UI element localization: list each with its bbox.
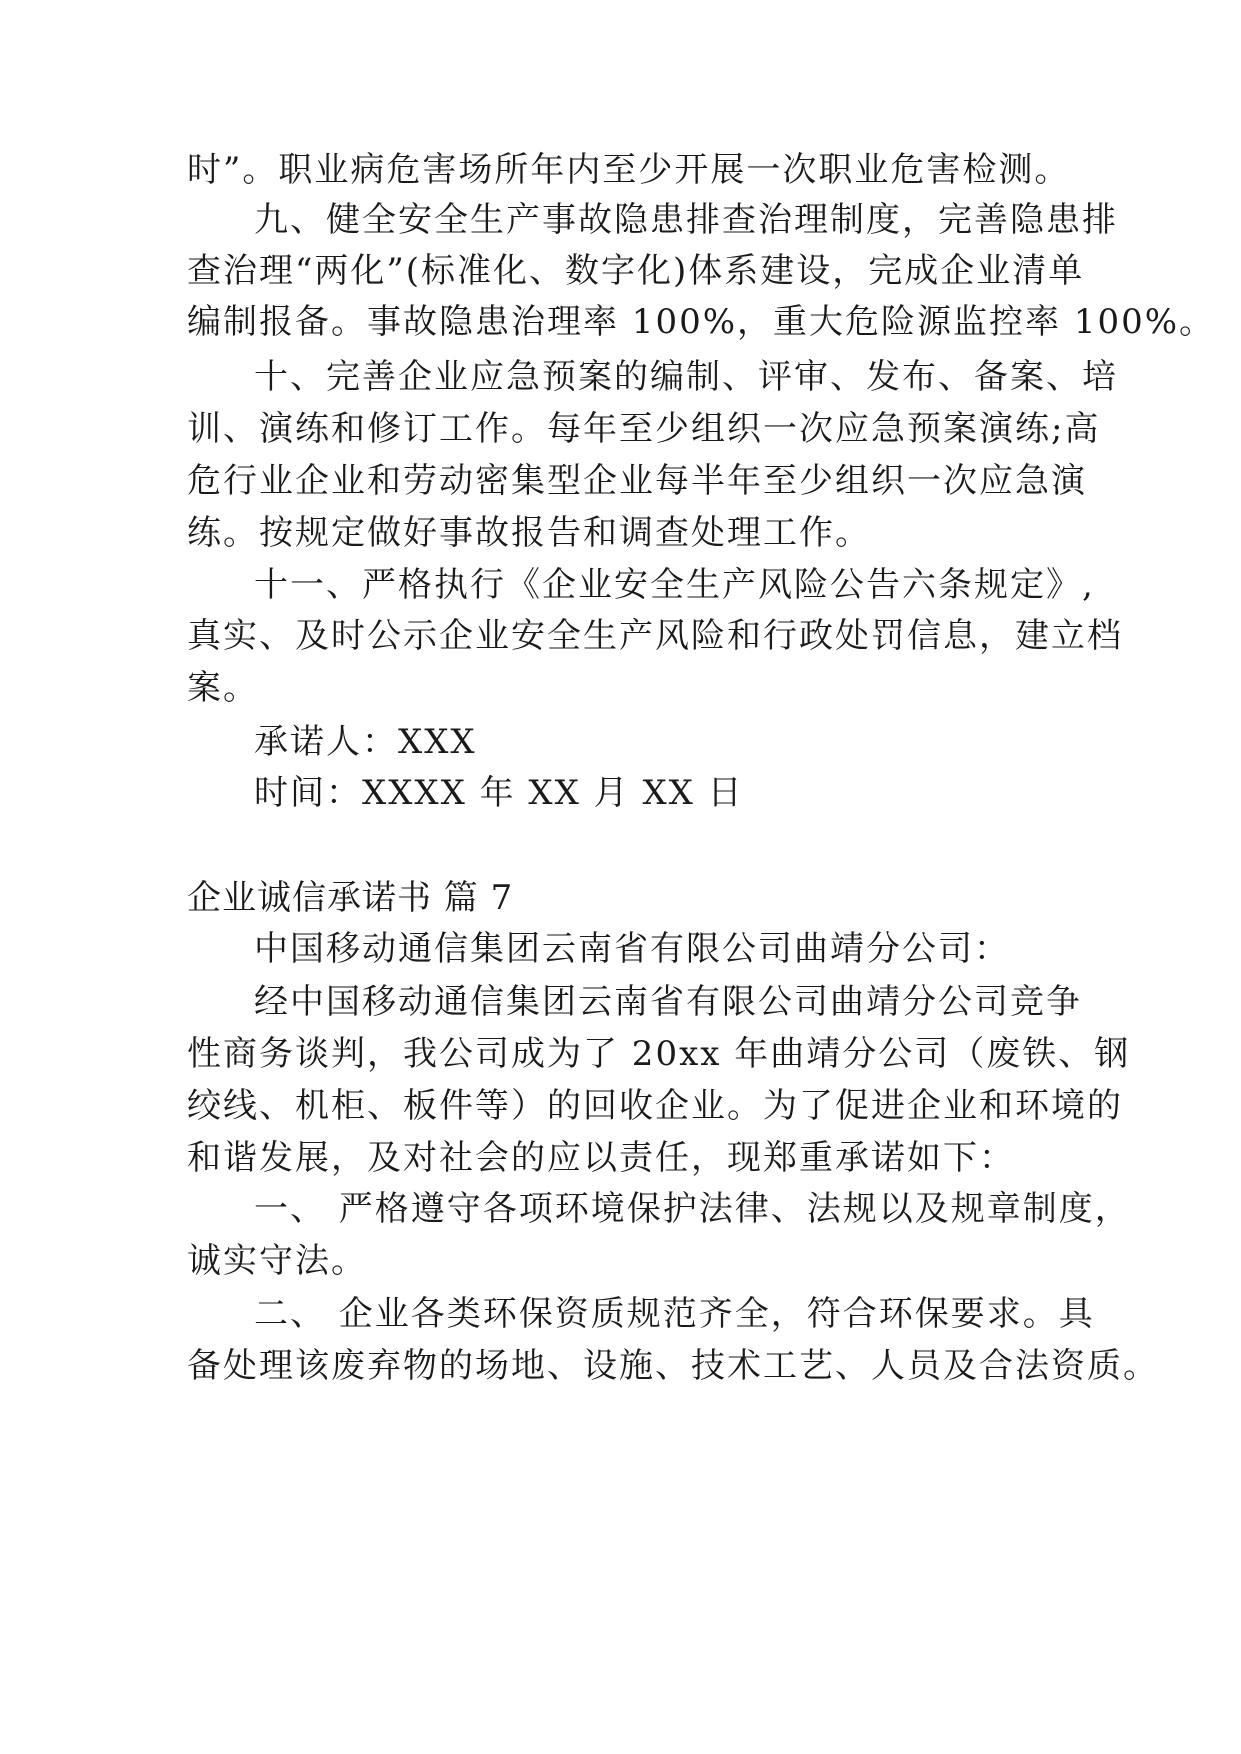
text-line: 危行业企业和劳动密集型企业每半年至少组织一次应急演 (187, 461, 1087, 501)
text-line: 和谐发展，及对社会的应以责任，现郑重承诺如下： (187, 1138, 1015, 1178)
text-line: 案。 (187, 668, 259, 708)
date-line: 时间：XXXX 年 XX 月 XX 日 (254, 773, 744, 813)
section-heading: 企业诚信承诺书 篇 7 (187, 878, 514, 918)
paragraph-ten-start: 十、完善企业应急预案的编制、评审、发布、备案、培 (254, 357, 1118, 397)
text-line: 训、演练和修订工作。每年至少组织一次应急预案演练;高 (187, 409, 1101, 449)
paragraph-eleven-start: 十一、严格执行《企业安全生产风险公告六条规定》, (254, 565, 1095, 605)
paragraph-nine-start: 九、健全安全生产事故隐患排查治理制度，完善隐患排 (254, 200, 1118, 240)
text-line: 性商务谈判，我公司成为了 20xx 年曲靖分公司（废铁、钢 (187, 1034, 1131, 1074)
text-line: 时”。职业病危害场所年内至少开展一次职业危害检测。 (187, 150, 1071, 190)
text-line: 绞线、机柜、板件等）的回收企业。为了促进企业和环境的 (187, 1086, 1123, 1126)
text-line: 备处理该废弃物的场地、设施、技术工艺、人员及合法资质。 (187, 1346, 1159, 1386)
item-one-start: 一、 严格遵守各项环境保护法律、法规以及规章制度， (254, 1189, 1131, 1229)
text-line: 编制报备。事故隐患治理率 100%，重大危险源监控率 100%。 (187, 302, 1216, 342)
item-two-start: 二、 企业各类环保资质规范齐全，符合环保要求。具 (254, 1294, 1095, 1334)
text-line: 查治理“两化”(标准化、数字化)体系建设，完成企业清单 (187, 251, 1085, 291)
text-line: 真实、及时公示企业安全生产风险和行政处罚信息，建立档 (187, 616, 1123, 656)
addressee-line: 中国移动通信集团云南省有限公司曲靖分公司： (254, 929, 1010, 969)
promisor-line: 承诺人：XXX (254, 722, 477, 762)
text-line: 练。按规定做好事故报告和调查处理工作。 (187, 513, 871, 553)
text-line: 诚实守法。 (187, 1241, 367, 1281)
paragraph-body-start: 经中国移动通信集团云南省有限公司曲靖分公司竞争 (254, 982, 1082, 1022)
